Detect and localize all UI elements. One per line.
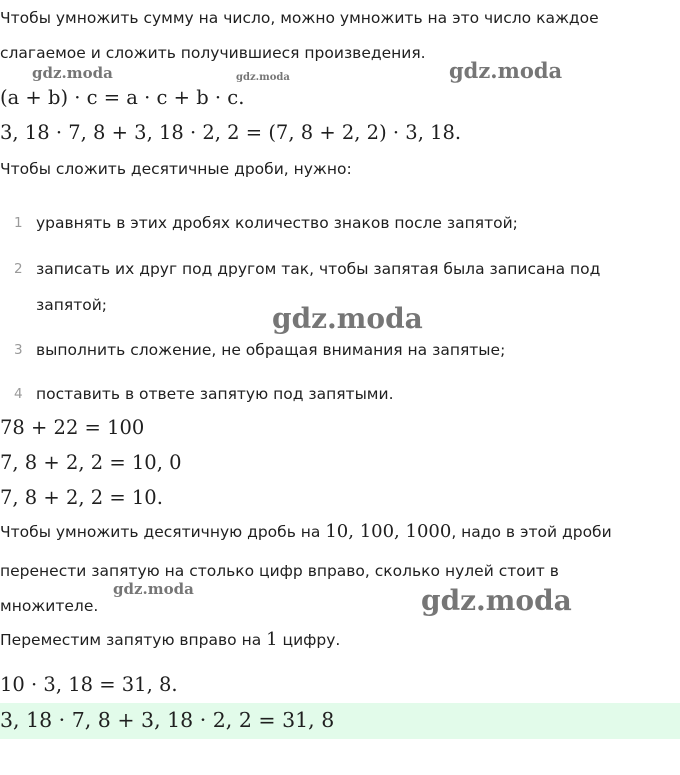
list-item — [0, 258, 680, 280]
watermark: gdz.moda — [272, 302, 423, 335]
watermark: gdz.moda — [449, 58, 563, 83]
list-text: записать их друг под другом так, чтобы запятая была записана под — [36, 260, 601, 278]
multiply-rule-line-2: перенести запятую на столько цифр вправо, сколько нулей стоит в — [0, 562, 559, 580]
final-answer: 3, 18 · 7, 8 + 3, 18 · 2, 2 = 31, 8 — [0, 708, 335, 732]
inline-number: 1 — [266, 629, 278, 650]
list-text: поставить в ответе запятую под запятыми. — [36, 385, 394, 403]
distributive-formula: (a + b) · c = a · c + b · c. — [0, 86, 245, 109]
shift-comma-text: Переместим запятую вправо на 1 цифру. — [0, 629, 341, 650]
answer-highlight — [0, 703, 680, 739]
watermark: gdz.moda — [113, 580, 194, 598]
list-text: выполнить сложение, не обращая внимания на запятые; — [36, 341, 506, 359]
rule-text-line-2: слагаемое и сложить получившиеся произведения. — [0, 44, 426, 62]
calc-decimal-sum-short: 7, 8 + 2, 2 = 10. — [0, 486, 163, 509]
multiply-rule-line-3: множителе. — [0, 597, 99, 615]
list-item — [0, 383, 680, 405]
watermark: gdz.moda — [421, 584, 572, 617]
calc-integer-sum: 78 + 22 = 100 — [0, 416, 145, 439]
list-item — [0, 212, 680, 234]
list-item — [0, 339, 680, 361]
list-number: 1 — [14, 215, 23, 231]
calc-decimal-sum: 7, 8 + 2, 2 = 10, 0 — [0, 451, 182, 474]
multiply-rule-line-1: Чтобы умножить десятичную дробь на 10, 100, 1000, надо в этой дроби — [0, 521, 612, 542]
watermark: gdz.moda — [236, 72, 290, 83]
rule-text-line-1: Чтобы умножить сумму на число, можно умножить на это число каждое — [0, 9, 599, 27]
watermark: gdz.moda — [32, 64, 113, 82]
list-number: 4 — [14, 386, 23, 402]
inline-numbers: 10, 100, 1000 — [325, 521, 452, 542]
calc-multiplication: 10 · 3, 18 = 31, 8. — [0, 673, 178, 696]
rewritten-expression: 3, 18 · 7, 8 + 3, 18 · 2, 2 = (7, 8 + 2, 2) · 3, 18. — [0, 121, 462, 144]
list-text: уравнять в этих дробях количество знаков после запятой; — [36, 214, 518, 232]
list-number: 3 — [14, 342, 23, 358]
list-number: 2 — [14, 261, 23, 277]
decimal-addition-intro: Чтобы сложить десятичные дроби, нужно: — [0, 160, 352, 178]
list-text: запятой; — [36, 296, 108, 314]
